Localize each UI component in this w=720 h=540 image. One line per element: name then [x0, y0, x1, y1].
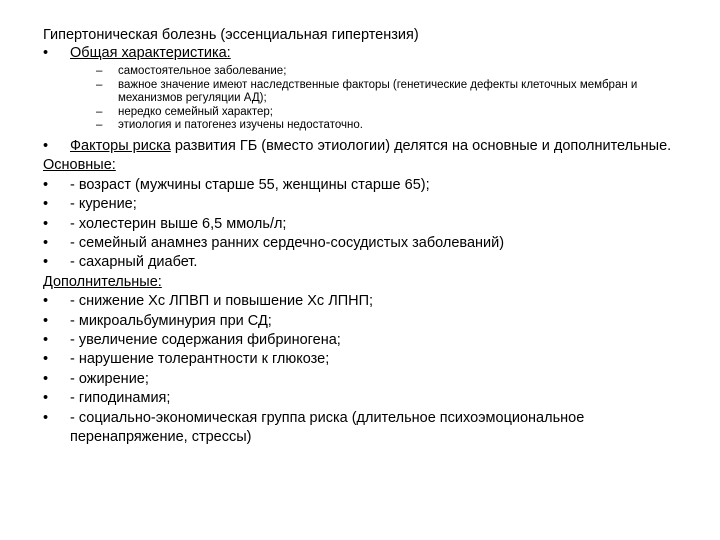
- list-item: • - снижение Хс ЛПВП и повышение Хс ЛПНП;: [43, 292, 683, 311]
- bullet-icon: •: [43, 137, 49, 154]
- list-item: • - микроальбуминурия при СД;: [43, 312, 683, 331]
- main-factors-heading: Основные:: [43, 157, 116, 174]
- risk-factors-label: Факторы риска: [70, 137, 171, 154]
- list-item: – самостоятельное заболевание;: [96, 65, 287, 78]
- dash-icon: –: [96, 119, 103, 132]
- list-item: • - социально-экономическая группа риска (длительное психоэмоциональное перенапряжение, стрессы): [43, 409, 585, 445]
- bullet-icon: •: [43, 234, 49, 251]
- general-characteristics: [43, 44, 683, 63]
- list-item: • - нарушение толерантности к глюкозе;: [43, 350, 683, 369]
- slide-content: [43, 26, 683, 447]
- main-factors-list: [43, 176, 683, 273]
- list-item: • - холестерин выше 6,5 ммоль/л;: [43, 215, 683, 234]
- list-item: – этиология и патогенез изучены недостаточно.: [96, 119, 363, 132]
- bullet-icon: •: [43, 351, 49, 368]
- risk-factors-text: развития ГБ (вместо этиологии) делятся на основные и дополнительные.: [170, 137, 672, 154]
- list-item: – нередко семейный характер;: [96, 105, 273, 118]
- bullet-icon: •: [43, 176, 49, 193]
- list-item: • - сахарный диабет.: [43, 253, 683, 272]
- extra-factors-heading: Дополнительные:: [43, 273, 162, 290]
- bullet-icon: •: [43, 312, 49, 329]
- bullet-icon: •: [43, 215, 49, 232]
- list-item: • - курение;: [43, 195, 683, 214]
- list-item: • - увеличение содержания фибриногена;: [43, 331, 683, 350]
- bullet-icon: •: [43, 254, 49, 271]
- bullet-icon: •: [43, 45, 49, 61]
- bullet-icon: •: [43, 331, 49, 348]
- extra-factors-list: [43, 292, 683, 447]
- dash-icon: –: [96, 65, 103, 78]
- bullet-icon: •: [43, 196, 49, 213]
- general-characteristics-label: Общая характеристика:: [70, 45, 231, 61]
- dash-icon: –: [96, 78, 103, 91]
- list-item: • - ожирение;: [43, 370, 683, 389]
- list-item: • - гиподинамия;: [43, 389, 683, 408]
- general-characteristics-list: [96, 65, 683, 133]
- bullet-icon: •: [43, 370, 49, 387]
- slide-title: Гипертоническая болезнь (эссенциальная гипертензия): [43, 27, 419, 43]
- list-item: • - семейный анамнез ранних сердечно-сосудистых заболеваний): [43, 234, 683, 253]
- list-item: – важное значение имеют наследственные факторы (генетические дефекты клеточных мембран и механизмов регуляции АД);: [96, 78, 638, 105]
- dash-icon: –: [96, 105, 103, 118]
- risk-factors: [43, 137, 683, 156]
- bullet-icon: •: [43, 409, 49, 426]
- list-item: • - возраст (мужчины старше 55, женщины старше 65);: [43, 176, 683, 195]
- bullet-icon: •: [43, 293, 49, 310]
- bullet-icon: •: [43, 390, 49, 407]
